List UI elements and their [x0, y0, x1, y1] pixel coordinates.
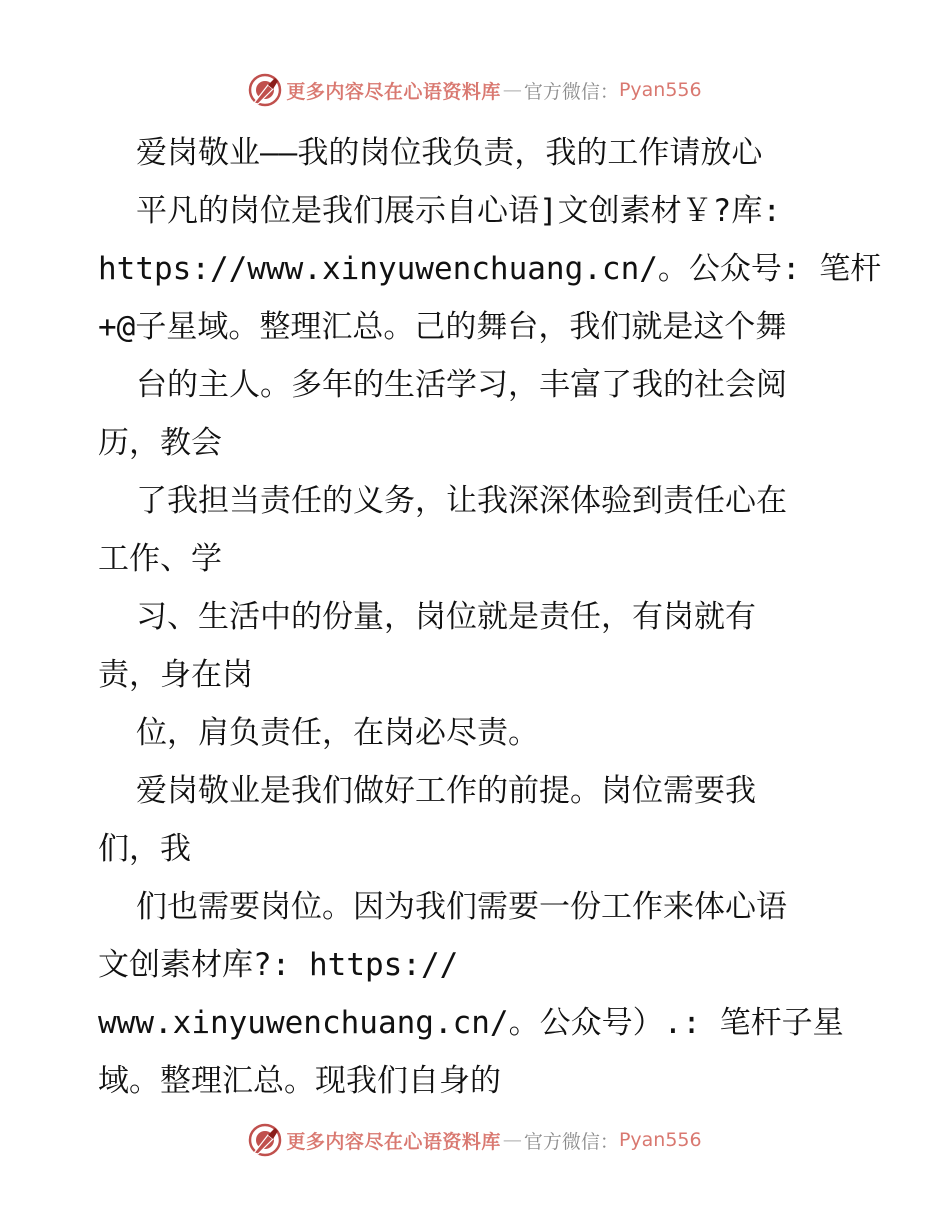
- text-line: 平凡的岗位是我们展示自心语]文创素材￥?库:: [136, 193, 781, 229]
- banner-dash: —: [502, 79, 522, 101]
- text-line: www.xinyuwenchuang.cn/。公众号）.: 笔杆子星: [98, 1005, 844, 1041]
- text-line: 们也需要岗位。因为我们需要一份工作来体心语: [136, 889, 787, 925]
- banner-wechat-id: Pyan556: [618, 1129, 702, 1151]
- footer-watermark-banner: [0, 1120, 950, 1160]
- text-line: 习、生活中的份量，岗位就是责任，有岗就有: [136, 599, 756, 635]
- pen-logo-icon: [248, 1123, 282, 1157]
- text-line: 台的主人。多年的生活学习，丰富了我的社会阅: [136, 367, 787, 403]
- text-line: 文创素材库?: https://: [98, 947, 459, 983]
- text-line: 工作、学: [98, 541, 222, 577]
- text-line: 们，我: [98, 831, 191, 867]
- text-line: 爱岗敬业是我们做好工作的前提。岗位需要我: [136, 773, 756, 809]
- text-line: 了我担当责任的义务，让我深深体验到责任心在: [136, 483, 787, 519]
- document-body: [98, 124, 882, 1110]
- text-line: 责，身在岗: [98, 657, 253, 693]
- text-line: +@子星域。整理汇总。己的舞台，我们就是这个舞: [98, 309, 787, 345]
- text-line: 历，教会: [98, 425, 222, 461]
- text-line: 域。整理汇总。现我们自身的: [98, 1063, 501, 1099]
- text-line: https://www.xinyuwenchuang.cn/。公众号: 笔杆: [98, 251, 882, 287]
- banner-official-label: 官方微信：: [523, 1130, 619, 1153]
- banner-main-text: 更多内容尽在心语资料库: [286, 80, 501, 103]
- banner-main-text: 更多内容尽在心语资料库: [286, 1130, 501, 1153]
- banner-wechat-id: Pyan556: [618, 79, 702, 101]
- text-line: 爱岗敬业——我的岗位我负责，我的工作请放心: [136, 135, 763, 171]
- banner-official-label: 官方微信：: [523, 80, 619, 103]
- banner-dash: —: [502, 1129, 522, 1151]
- header-watermark-banner: [0, 70, 950, 110]
- pen-logo-icon: [248, 73, 282, 107]
- text-line: 位，肩负责任，在岗必尽责。: [136, 715, 539, 751]
